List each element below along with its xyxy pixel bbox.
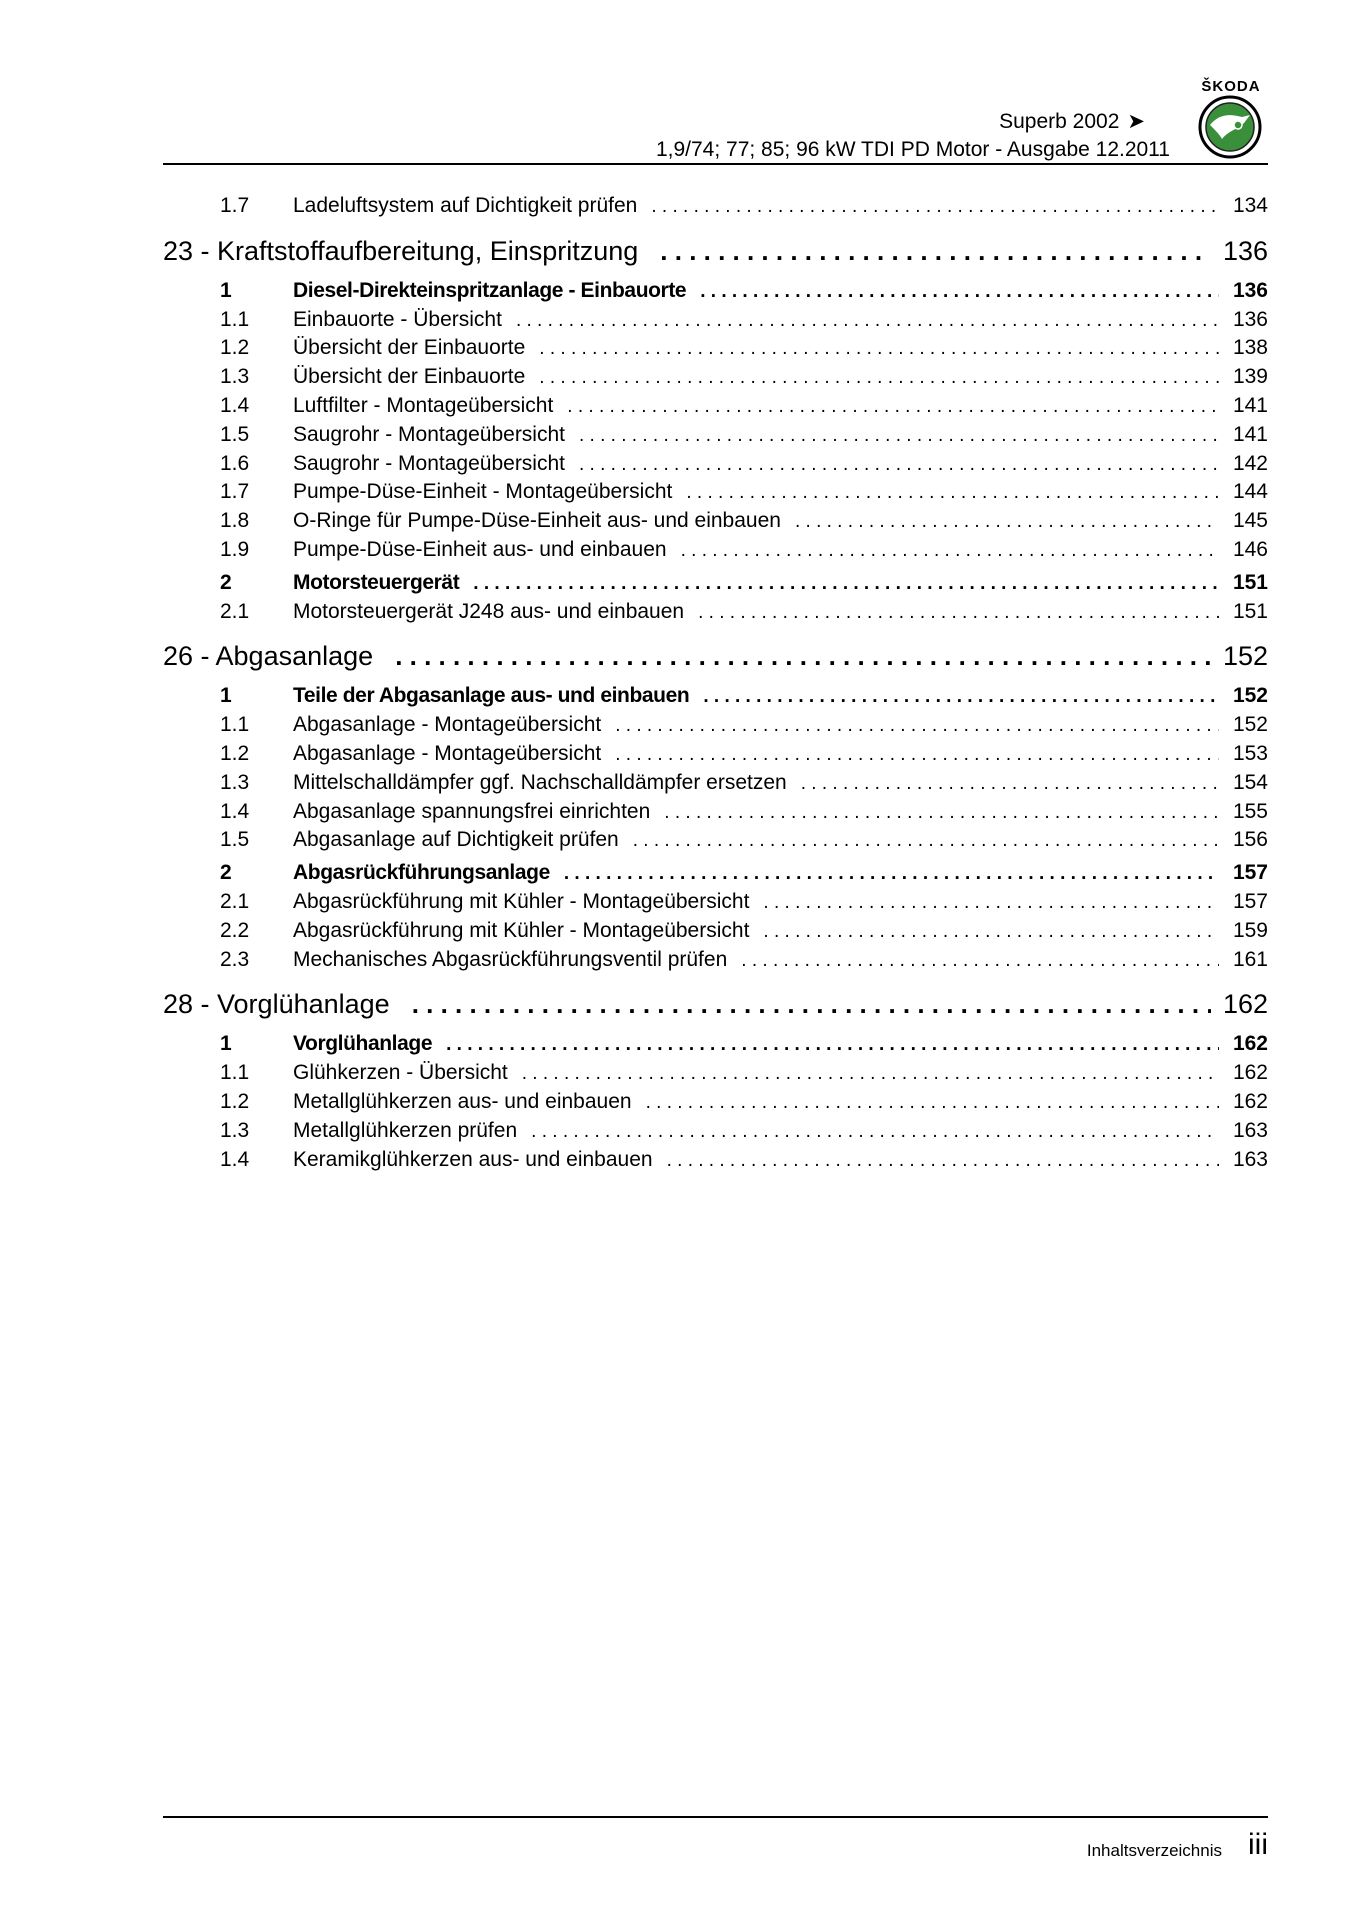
- toc-entry-number: 1.1: [220, 713, 250, 737]
- toc-entry-leader-line: [293, 392, 1268, 422]
- toc-entry-leader-line: [293, 569, 1268, 599]
- toc-entry-title: Pumpe-Düse-Einheit - Montageübersicht: [293, 480, 673, 504]
- toc-entry-page: 162: [1222, 989, 1268, 1020]
- toc-entry-leader-line: [293, 363, 1268, 393]
- dot-leader: [615, 741, 1219, 770]
- toc-entry-number: 1.4: [220, 799, 250, 823]
- dot-leader: [473, 570, 1219, 599]
- toc-entry-title: Glühkerzen - Übersicht: [293, 1061, 508, 1085]
- toc-entry-page: 141: [1232, 422, 1268, 446]
- dot-leader: [667, 1147, 1219, 1176]
- toc-entry-number: 1.3: [220, 770, 250, 794]
- toc-entry-leader-line: [293, 859, 1268, 889]
- toc-entry-number: 2.1: [220, 889, 250, 913]
- toc-entry-title: Ladeluftsystem auf Dichtigkeit prüfen: [293, 194, 638, 217]
- toc-entry-number: 1.2: [220, 1089, 250, 1113]
- toc-entry-title: Übersicht der Einbauorte: [293, 336, 526, 360]
- dot-leader: [516, 307, 1219, 336]
- toc-entry-leader-line: [293, 1117, 1268, 1147]
- toc-entry-sub[interactable]: [163, 478, 1268, 507]
- toc-entry-leader-line: [293, 682, 1268, 712]
- toc-entry-sub[interactable]: [163, 1117, 1268, 1146]
- toc-entry-sub[interactable]: [163, 507, 1268, 536]
- toc-entry-number: 1.5: [220, 422, 250, 446]
- toc-entry-title: Metallglühkerzen aus- und einbauen: [293, 1089, 632, 1113]
- toc-entry-leader-line: [293, 1030, 1268, 1060]
- toc-entry-title: Abgasrückführung mit Kühler - Montageübersicht: [293, 889, 750, 913]
- toc-entry-number: 1.3: [220, 365, 250, 389]
- toc-entry-section[interactable]: [163, 859, 1268, 888]
- toc-entry-leader-line: [293, 946, 1268, 976]
- toc-entry-number: 2.1: [220, 599, 250, 623]
- toc-entry-number: 1.5: [220, 828, 250, 852]
- toc-entry-sub[interactable]: [163, 740, 1268, 769]
- toc-entry-sub[interactable]: [163, 192, 1268, 221]
- toc-entry-sub[interactable]: [163, 334, 1268, 363]
- toc-entry-sub[interactable]: [163, 798, 1268, 827]
- toc-entry-page: 152: [1232, 713, 1268, 737]
- toc-entry-leader-line: [293, 1088, 1268, 1118]
- toc-entry-number: 2.3: [220, 947, 250, 971]
- toc-entry-page: 151: [1232, 599, 1268, 623]
- toc-entry-page: 152: [1232, 684, 1268, 708]
- toc-entry-sub[interactable]: [163, 363, 1268, 392]
- dot-leader: [660, 229, 1211, 273]
- toc-entry-title: Einbauorte - Übersicht: [293, 307, 502, 331]
- toc-entry-section[interactable]: [163, 277, 1268, 306]
- toc-entry-title: Saugrohr - Montageübersicht: [293, 451, 565, 475]
- dot-leader: [567, 393, 1219, 422]
- toc-entry-sub[interactable]: [163, 917, 1268, 946]
- toc-entry-sub[interactable]: [163, 306, 1268, 335]
- toc-entry-leader-line: [293, 450, 1268, 480]
- toc-entry-page: 157: [1232, 861, 1268, 885]
- footer-label: Inhaltsverzeichnis: [1086, 1841, 1222, 1860]
- toc-entry-sub[interactable]: [163, 598, 1268, 627]
- toc-entry-page: 163: [1232, 1147, 1268, 1171]
- toc-entry-page: 138: [1232, 336, 1268, 360]
- skoda-logo-icon: [1198, 95, 1262, 159]
- toc-entry-leader-line: [293, 826, 1268, 856]
- toc-entry-title: Motorsteuergerät J248 aus- und einbauen: [293, 599, 685, 623]
- toc-entry-page: 163: [1232, 1118, 1268, 1142]
- toc-entry-page: 144: [1232, 480, 1268, 504]
- toc-entry-title: Keramikglühkerzen aus- und einbauen: [293, 1147, 653, 1171]
- toc-entry-sub[interactable]: [163, 1059, 1268, 1088]
- dot-leader: [681, 537, 1219, 566]
- toc-entry-page: 151: [1232, 570, 1268, 594]
- toc-entry-leader-line: [293, 421, 1268, 451]
- brand-wordmark: ŠKODA: [1201, 78, 1261, 95]
- toc-entry-leader-line: [293, 798, 1268, 828]
- toc-entry-number: 1.1: [220, 1061, 250, 1085]
- model-title: Superb 2002: [999, 110, 1120, 133]
- toc-entry-number: 1.3: [220, 1118, 250, 1142]
- toc-entry-page: 154: [1232, 770, 1268, 794]
- toc-entry-number: 1.7: [220, 194, 250, 217]
- dot-leader: [531, 1118, 1219, 1147]
- dot-leader: [646, 1089, 1219, 1118]
- toc-entry-title: Diesel-Direkteinspritzanlage - Einbauorte: [293, 278, 687, 302]
- toc-entry-sub[interactable]: [163, 769, 1268, 798]
- toc-entry-leader-line: [293, 277, 1268, 307]
- toc-entry-title: Metallglühkerzen prüfen: [293, 1118, 518, 1142]
- toc-entry-leader-line: [293, 478, 1268, 508]
- toc-entry-page: 152: [1222, 641, 1268, 672]
- toc-entry-page: 162: [1232, 1032, 1268, 1056]
- toc-entry-number: 2: [220, 861, 232, 885]
- dot-leader: [763, 918, 1219, 947]
- dot-leader: [741, 947, 1219, 976]
- toc-entry-page: 162: [1232, 1089, 1268, 1113]
- dot-leader: [703, 683, 1219, 712]
- dot-leader: [539, 364, 1219, 393]
- toc-entry-title: O-Ringe für Pumpe-Düse-Einheit aus- und einbauen: [293, 509, 781, 533]
- toc-entry-page: 136: [1222, 235, 1268, 266]
- toc-entry-title: Mittelschalldämpfer ggf. Nachschalldämpfer ersetzen: [293, 770, 787, 794]
- toc-entry-title: Übersicht der Einbauorte: [293, 365, 526, 389]
- toc-entry-page: 153: [1232, 741, 1268, 765]
- toc-entry-page: 155: [1232, 799, 1268, 823]
- dot-leader: [651, 193, 1219, 222]
- toc-entry-title: Abgasanlage - Montageübersicht: [293, 741, 602, 765]
- toc-entry-page: 142: [1232, 451, 1268, 475]
- footer-rule: [163, 1816, 1268, 1818]
- toc-entry-leader-line: [163, 634, 1268, 678]
- toc-entry-sub[interactable]: [163, 536, 1268, 565]
- toc-entry-number: 1.9: [220, 537, 250, 561]
- dot-leader: [633, 827, 1219, 856]
- dot-leader: [579, 422, 1219, 451]
- toc-entry-page: 145: [1232, 509, 1268, 533]
- toc-entry-page: 136: [1232, 278, 1268, 302]
- dot-leader: [446, 1031, 1219, 1060]
- dot-leader: [763, 889, 1219, 918]
- toc-entry-sub[interactable]: [163, 888, 1268, 917]
- toc-entry-leader-line: [293, 306, 1268, 336]
- toc-entry-sub[interactable]: [163, 1088, 1268, 1117]
- toc-entry-number: 1.4: [220, 393, 250, 417]
- dot-leader: [698, 599, 1219, 628]
- toc-entry-title: Mechanisches Abgasrückführungsventil prüfen: [293, 947, 728, 971]
- toc-entry-leader-line: [293, 917, 1268, 947]
- toc-entry-page: 156: [1232, 828, 1268, 852]
- toc-entry-leader-line: [293, 711, 1268, 741]
- toc-entry-number: 1.4: [220, 1147, 250, 1171]
- toc-entry-page: 136: [1232, 307, 1268, 331]
- toc-entry-number: 1.2: [220, 741, 250, 765]
- toc-entry-sub[interactable]: [163, 421, 1268, 450]
- toc-entry-title: Teile der Abgasanlage aus- und einbauen: [293, 684, 690, 708]
- toc-entry-leader-line: [293, 1059, 1268, 1089]
- toc-entry-leader-line: [293, 598, 1268, 628]
- toc-entry-sub[interactable]: [163, 392, 1268, 421]
- toc-entry-number: 1: [220, 278, 232, 302]
- toc-entry-section[interactable]: [163, 1030, 1268, 1059]
- dot-leader: [700, 278, 1219, 307]
- dot-leader: [522, 1060, 1219, 1089]
- toc-entry-page: 141: [1232, 393, 1268, 417]
- toc-entry-sub[interactable]: [163, 826, 1268, 855]
- toc-entry-leader-line: [293, 1146, 1268, 1176]
- toc-entry-title: Motorsteuergerät: [293, 570, 460, 594]
- toc-entry-number: 1: [220, 684, 232, 708]
- toc-entry-title: 28 - Vorglühanlage: [163, 989, 390, 1020]
- toc-entry-title: Abgasanlage auf Dichtigkeit prüfen: [293, 828, 619, 852]
- footer-page-number: iii: [1248, 1828, 1268, 1861]
- toc-entry-title: Luftfilter - Montageübersicht: [293, 393, 554, 417]
- dot-leader: [795, 508, 1219, 537]
- table-of-contents: [163, 192, 1268, 1174]
- toc-entry-number: 1.6: [220, 451, 250, 475]
- toc-entry-leader-line: [293, 769, 1268, 799]
- toc-entry-page: 157: [1232, 889, 1268, 913]
- toc-entry-chapter[interactable]: [163, 634, 1268, 678]
- toc-entry-number: 2: [220, 570, 232, 594]
- toc-entry-title: Abgasrückführungsanlage: [293, 861, 550, 885]
- toc-entry-page: 139: [1232, 365, 1268, 389]
- toc-entry-sub[interactable]: [163, 711, 1268, 740]
- toc-entry-title: Abgasanlage spannungsfrei einrichten: [293, 799, 651, 823]
- toc-entry-section[interactable]: [163, 569, 1268, 598]
- toc-entry-leader-line: [163, 229, 1268, 273]
- toc-entry-number: 1: [220, 1032, 232, 1056]
- toc-entry-page: 146: [1232, 537, 1268, 561]
- toc-entry-leader-line: [293, 740, 1268, 770]
- toc-entry-number: 2.2: [220, 918, 250, 942]
- dot-leader: [564, 860, 1219, 889]
- dot-leader: [412, 982, 1211, 1026]
- toc-entry-leader-line: [293, 334, 1268, 364]
- toc-entry-page: 161: [1232, 947, 1268, 971]
- header-rule: [163, 163, 1268, 165]
- toc-entry-leader-line: [293, 192, 1268, 222]
- dot-leader: [664, 799, 1219, 828]
- dot-leader: [686, 479, 1219, 508]
- toc-entry-title: Abgasanlage - Montageübersicht: [293, 713, 602, 737]
- toc-entry-section[interactable]: [163, 682, 1268, 711]
- toc-entry-page: 159: [1232, 918, 1268, 942]
- toc-entry-leader-line: [293, 888, 1268, 918]
- dot-leader: [579, 451, 1219, 480]
- toc-entry-chapter[interactable]: [163, 982, 1268, 1026]
- toc-entry-number: 1.7: [220, 480, 250, 504]
- toc-entry-title: 26 - Abgasanlage: [163, 641, 374, 672]
- toc-entry-leader-line: [293, 536, 1268, 566]
- toc-entry-title: Abgasrückführung mit Kühler - Montageübersicht: [293, 918, 750, 942]
- toc-entry-number: 1.2: [220, 336, 250, 360]
- toc-entry-title: 23 - Kraftstoffaufbereitung, Einspritzung: [163, 235, 639, 266]
- toc-entry-leader-line: [293, 507, 1268, 537]
- toc-entry-sub[interactable]: [163, 1146, 1268, 1175]
- toc-entry-title: Vorglühanlage: [293, 1032, 433, 1056]
- toc-entry-sub[interactable]: [163, 946, 1268, 975]
- toc-entry-title: Saugrohr - Montageübersicht: [293, 422, 565, 446]
- toc-entry-number: 1.8: [220, 509, 250, 533]
- toc-entry-page: 134: [1232, 194, 1268, 217]
- dot-leader: [801, 770, 1219, 799]
- toc-entry-page: 162: [1232, 1061, 1268, 1085]
- toc-entry-sub[interactable]: [163, 450, 1268, 479]
- toc-entry-number: 1.1: [220, 307, 250, 331]
- toc-entry-title: Pumpe-Düse-Einheit aus- und einbauen: [293, 537, 667, 561]
- toc-entry-leader-line: [163, 982, 1268, 1026]
- toc-entry-chapter[interactable]: [163, 229, 1268, 273]
- header-subtitle: 1,9/74; 77; 85; 96 kW TDI PD Motor - Ausgabe 12.2011: [655, 138, 1170, 161]
- header-title: [999, 110, 1145, 134]
- dot-leader: [395, 634, 1211, 678]
- arrow-icon: ➤: [1127, 110, 1145, 133]
- dot-leader: [615, 712, 1219, 741]
- dot-leader: [539, 335, 1219, 364]
